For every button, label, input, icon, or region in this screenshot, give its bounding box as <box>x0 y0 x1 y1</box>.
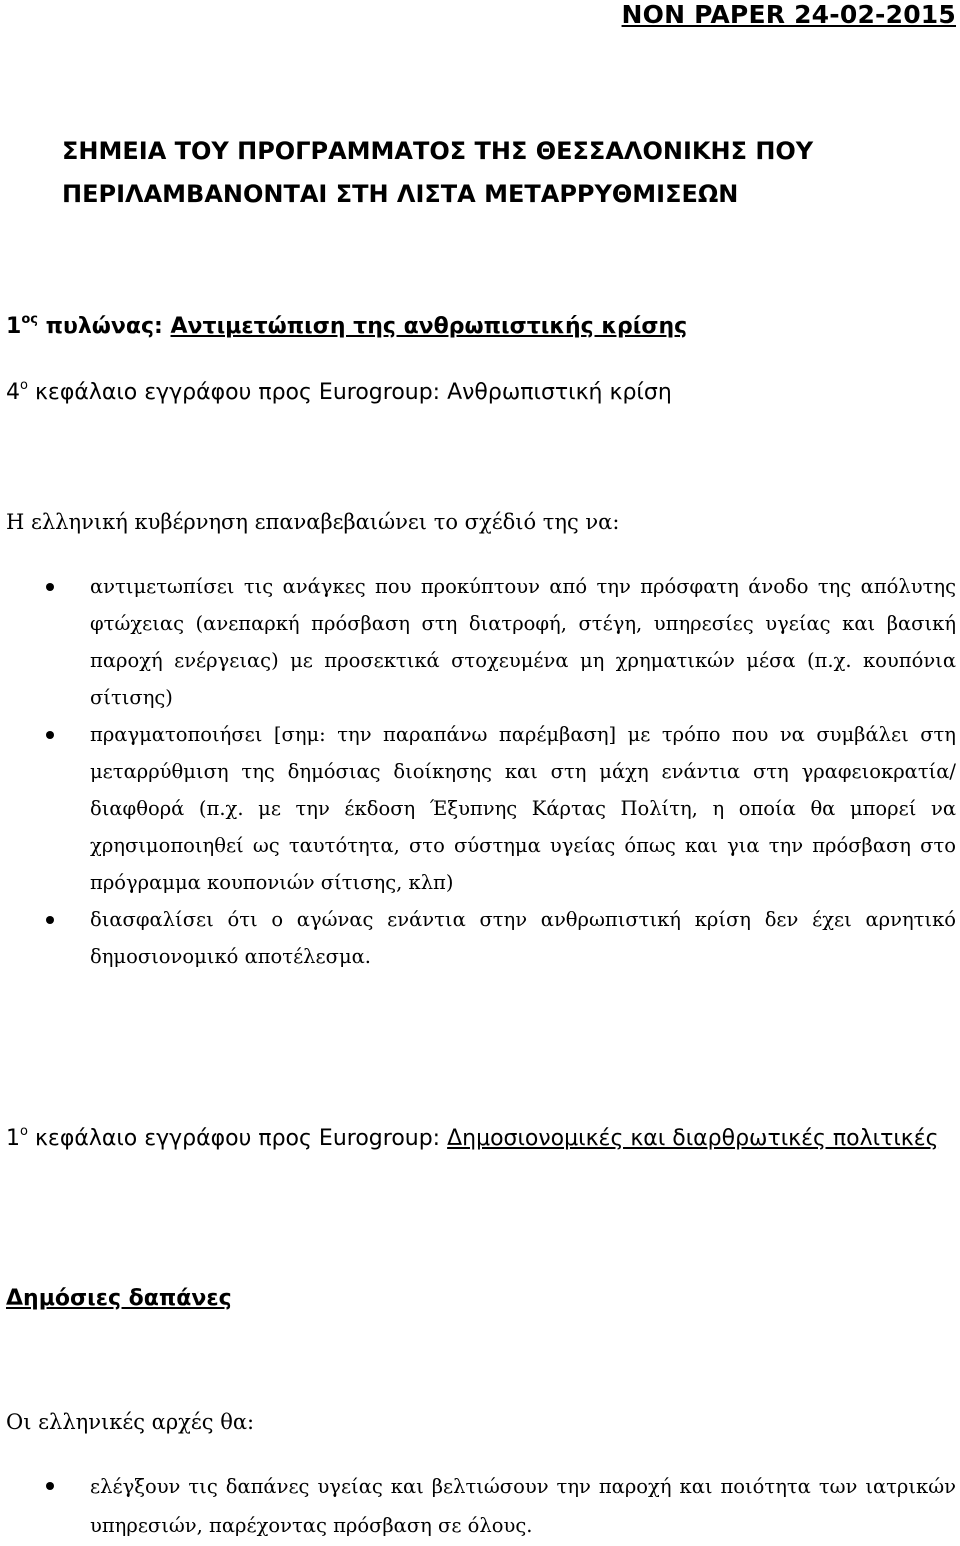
chapter-1-number-suffix: ο <box>20 1124 28 1139</box>
list-item-text: ελέγξουν τις δαπάνες υγείας και βελτιώσουν την παροχή και ποιότητα των ιατρικών υπηρεσιών, παρέχοντας πρόσβαση σε όλους. <box>90 1475 956 1537</box>
bullet-icon <box>46 1482 54 1490</box>
list-item <box>6 716 956 901</box>
pillar-number: 1 <box>6 314 22 339</box>
chapter-1-text: κεφάλαιο εγγράφου προς Eurogroup: <box>27 1126 448 1151</box>
chapter-4-number-suffix: ο <box>20 378 28 393</box>
chapter-1-heading <box>6 1110 956 1161</box>
chapter-4-text: κεφάλαιο εγγράφου προς Eurogroup: Ανθρωπιστική κρίση <box>27 380 672 405</box>
bullet-list-expenditure <box>6 1467 956 1545</box>
chapter-4-number: 4 <box>6 380 20 405</box>
bullet-list-humanitarian <box>6 568 956 975</box>
list-item-text: αντιμετωπίσει τις ανάγκες που προκύπτουν από την πρόσφατη άνοδο της απόλυτης φτώχειας (ανεπαρκή πρόσβαση στη διατροφή, στέγη, υπηρεσίες υγείας και βασική παροχή ενέργειας) με προσεκτικά στοχευμένα μη χρηματικών μέσα (π.χ. κουπόνια σίτισης) <box>90 575 956 709</box>
document-header-title: NON PAPER 24-02-2015 <box>621 0 956 29</box>
pillar-label: πυλώνας: <box>37 314 171 339</box>
list-item <box>6 568 956 716</box>
chapter-1-number: 1 <box>6 1126 20 1151</box>
chapter-1-title: Δημοσιονομικές και διαρθρωτικές πολιτικές <box>447 1126 939 1151</box>
list-item <box>6 901 956 975</box>
bullet-icon <box>46 916 54 924</box>
section-heading-public-expenditure: Δημόσιες δαπάνες <box>6 1286 232 1311</box>
list-item-text: διασφαλίσει ότι ο αγώνας ενάντια στην ανθρωπιστική κρίση δεν έχει αρνητικό δημοσιονομικό αποτέλεσμα. <box>90 908 956 968</box>
list-item-text: πραγματοποιήσει [σημ: την παραπάνω παρέμβαση] με τρόπο που να συμβάλει στη μεταρρύθμιση της δημόσιας διοίκησης και στη μάχη ενάντια στη γραφειοκρατία/διαφθορά (π.χ. με την έκδοση Έξυπνης Κάρτας Πολίτη, η οποία θα μπορεί να χρησιμοποιηθεί ως ταυτότητα, στο σύστημα υγείας όπως και για την πρόσβαση στο πρόγραμμα κουπονιών σίτισης, κλπ) <box>90 723 956 894</box>
pillar-number-suffix: ος <box>21 312 38 327</box>
main-heading: ΣΗΜΕΙΑ ΤΟΥ ΠΡΟΓΡΑΜΜΑΤΟΣ ΤΗΣ ΘΕΣΣΑΛΟΝΙΚΗΣ ΠΟΥ ΠΕΡΙΛΑΜΒΑΝΟΝΤΑΙ ΣΤΗ ΛΙΣΤΑ ΜΕΤΑΡΡΥΘΜΙΣΕΩΝ <box>62 137 814 208</box>
pillar-title: Αντιμετώπιση της ανθρωπιστικής κρίσης <box>170 314 688 339</box>
chapter-4-heading <box>6 378 672 405</box>
intro-paragraph-authorities: Οι ελληνικές αρχές θα: <box>6 1410 255 1434</box>
bullet-icon <box>46 731 54 739</box>
pillar-heading <box>6 312 687 339</box>
list-item <box>6 1467 956 1545</box>
bullet-icon <box>46 583 54 591</box>
intro-paragraph: Η ελληνική κυβέρνηση επαναβεβαιώνει το σχέδιό της να: <box>6 510 620 534</box>
